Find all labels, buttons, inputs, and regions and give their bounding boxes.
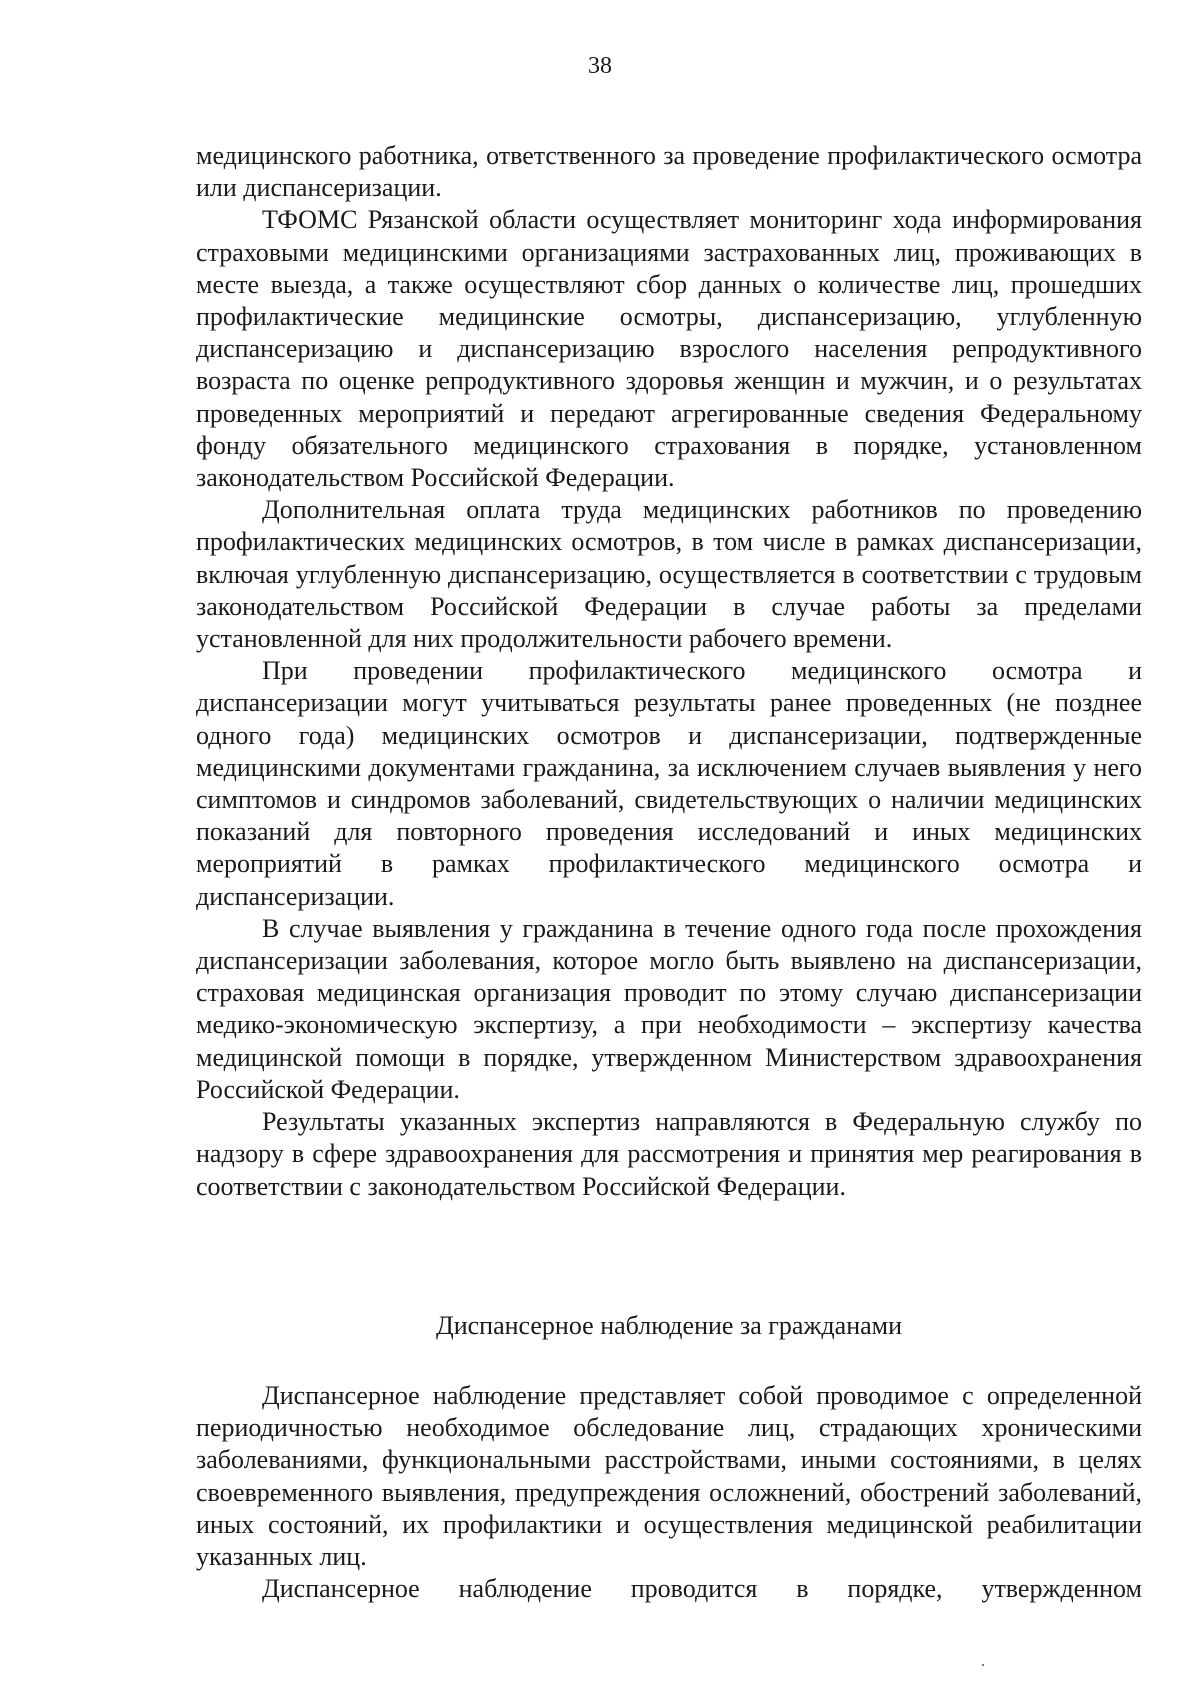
paragraph-dispensary-order: Диспансерное наблюдение проводится в порядке, утвержденном [262, 1574, 1142, 1604]
paragraph-expertise-case: В случае выявления у гражданина в течение одного года после прохождения диспансеризации заболевания, которое могло быть выявлено на диспансеризации, страховая медицинская организация проводит по этому случаю диспансеризации медико-экономическую экспертизу, а при необходимости – экспертизу качества медицинской помощи в порядке, утвержденном Министерством здравоохранения Российской Федерации. [196, 913, 1142, 1104]
paragraph-prior-results: При проведении профилактического медицинского осмотра и диспансеризации могут учитываться результаты ранее проведенных (не позднее одного года) медицинских осмотров и диспансеризации, подтвержденные медицинскими документами гражданина, за исключением случаев выявления у него симптомов и синдромов заболеваний, свидетельствующих о наличии медицинских показаний для повторного проведения исследований и иных медицинских мероприятий в рамках профилактического медицинского осмотра и диспансеризации. [196, 656, 1142, 911]
scan-speck [982, 1664, 984, 1666]
body-text [196, 140, 1142, 1203]
paragraph-dispensary-definition: Диспансерное наблюдение представляет собой проводимое с определенной периодичностью необходимое обследование лиц, страдающих хроническими заболеваниями, функциональными расстройствами, иными состояниями, в целях своевременного выявления, предупреждения осложнений, обострений заболеваний, иных состояний, их профилактики и осуществления медицинской реабилитации указанных лиц. [196, 1381, 1142, 1572]
paragraph-continuation: медицинского работника, ответственного за проведение профилактического осмотра или диспансеризации. [196, 141, 1142, 203]
section-heading: Диспансерное наблюдение за гражданами [435, 1311, 903, 1340]
paragraph-tfoms-monitoring: ТФОМС Рязанской области осуществляет мониторинг хода информирования страховыми медицинскими организациями застрахованных лиц, проживающих в месте выезда, а также осуществляют сбор данных о количестве лиц, прошедших профилактические медицинские осмотры, диспансеризацию, углубленную диспансеризацию и диспансеризацию взрослого населения репродуктивного возраста по оценке репродуктивного здоровья женщин и мужчин, и о результатах проведенных мероприятий и передают агрегированные сведения Федеральному фонду обязательного медицинского страхования в порядке, установленном законодательством Российской Федерации. [196, 205, 1142, 493]
page-number: 38 [588, 53, 612, 79]
paragraph-additional-pay: Дополнительная оплата труда медицинских работников по проведению профилактических медицинских осмотров, в том числе в рамках диспансеризации, включая углубленную диспансеризацию, осуществляется в соответствии с трудовым законодательством Российской Федерации в случае работы за пределами установленной для них продолжительности рабочего времени. [196, 495, 1142, 654]
section-text [196, 1380, 1142, 1605]
paragraph-expertise-results: Результаты указанных экспертиз направляются в Федеральную службу по надзору в сфере здравоохранения для рассмотрения и принятия мер реагирования в соответствии с законодательством Российской Федерации. [196, 1107, 1142, 1201]
